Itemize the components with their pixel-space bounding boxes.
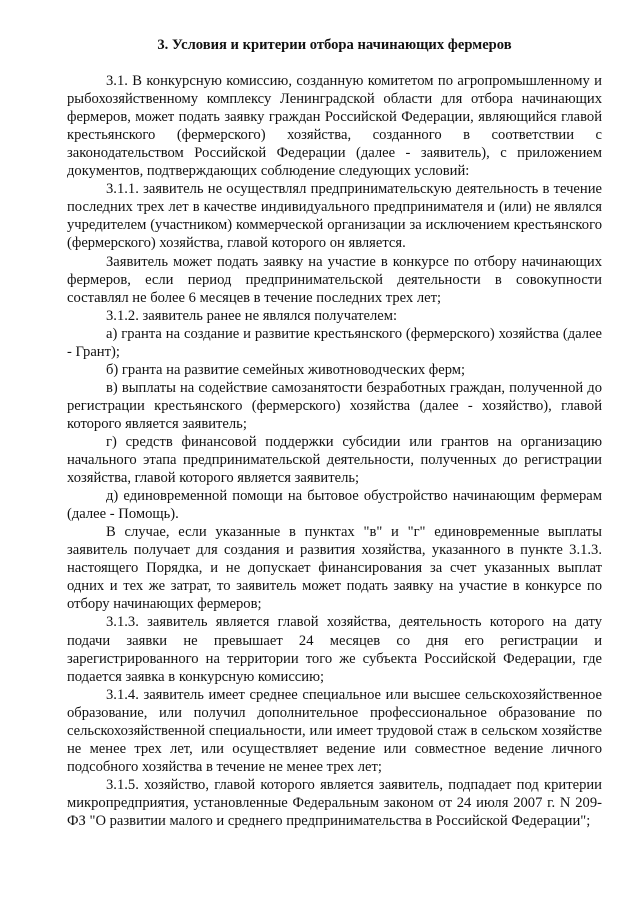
- paragraph-3-1-2-v: в) выплаты на содействие самозанятости безработных граждан, полученной до регистрации крестьянского (фермерского) хозяйства (далее - хозяйство), главой которого является заявитель;: [67, 379, 602, 432]
- paragraph-3-1-2-note: В случае, если указанные в пунктах "в" и "г" единовременные выплаты заявитель получает для создания и развития хозяйства, указанного в пункте 3.1.3. настоящего Порядка, и не допускает финансирования за счет указанных выплат одних и тех же затрат, то заявитель может подать заявку на участие в конкурсе по отбору начинающих фермеров;: [67, 524, 602, 613]
- document-page: [67, 36, 602, 830]
- paragraph-3-1-4: 3.1.4. заявитель имеет среднее специальное или высшее сельскохозяйственное образование, или получил дополнительное профессиональное образование по сельскохозяйственной специальности, или имеет трудовой стаж в сельском хозяйстве не менее трех лет, или осуществляет ведение или совместное ведение личного подсобного хозяйства в течение не менее трех лет;: [67, 686, 602, 775]
- paragraph-3-1-1: 3.1.1. заявитель не осуществлял предпринимательскую деятельность в течение последних трех лет в качестве индивидуального предпринимателя и (или) не являлся учредителем (участником) коммерческой организации за исключением крестьянского (фермерского) хозяйства, главой которого он является.: [67, 181, 602, 252]
- paragraph-3-1-3: 3.1.3. заявитель является главой хозяйства, деятельность которого на дату подачи заявки не превышает 24 месяцев со дня его регистрации и зарегистрированного на территории того же субъекта Российской Федерации, где подается заявка в конкурсную комиссию;: [67, 614, 602, 685]
- paragraph-3-1-1-note: Заявитель может подать заявку на участие в конкурсе по отбору начинающих фермеров, если период предпринимательской деятельности в совокупности составлял не более 6 месяцев в течение последних трех лет;: [67, 253, 602, 306]
- paragraph-3-1-2: 3.1.2. заявитель ранее не являлся получателем:: [106, 307, 398, 324]
- paragraph-3-1-2-g: г) средств финансовой поддержки субсидии или грантов на организацию начального этапа предпринимательской деятельности, полученных до регистрации хозяйства, главой которого является заявитель;: [67, 433, 602, 487]
- paragraph-3-1-2-d: д) единовременной помощи на бытовое обустройство начинающим фермерам (далее - Помощь).: [67, 488, 602, 523]
- paragraph-3-1-2-b: б) гранта на развитие семейных животноводческих ферм;: [106, 361, 466, 378]
- section-title: 3. Условия и критерии отбора начинающих фермеров: [157, 37, 512, 53]
- paragraph-3-1-2-a: а) гранта на создание и развитие крестьянского (фермерского) хозяйства (далее - Грант);: [67, 325, 602, 360]
- paragraph-3-1-5: 3.1.5. хозяйство, главой которого является заявитель, подпадает под критерии микропредприятия, установленные Федеральным законом от 24 июля 2007 г. N 209-ФЗ "О развитии малого и среднего предпринимательства в Российской Федерации";: [67, 776, 602, 829]
- paragraph-3-1: 3.1. В конкурсную комиссию, созданную комитетом по агропромышленному и рыбохозяйственному комплексу Ленинградской области для отбора начинающих фермеров, может подать заявку граждан Российской Федерации, являющийся главой крестьянского (фермерского) хозяйства, созданного в соответствии с законодательством Российской Федерации (далее - заявитель), с приложением документов, подтверждающих соблюдение следующих условий:: [67, 73, 602, 180]
